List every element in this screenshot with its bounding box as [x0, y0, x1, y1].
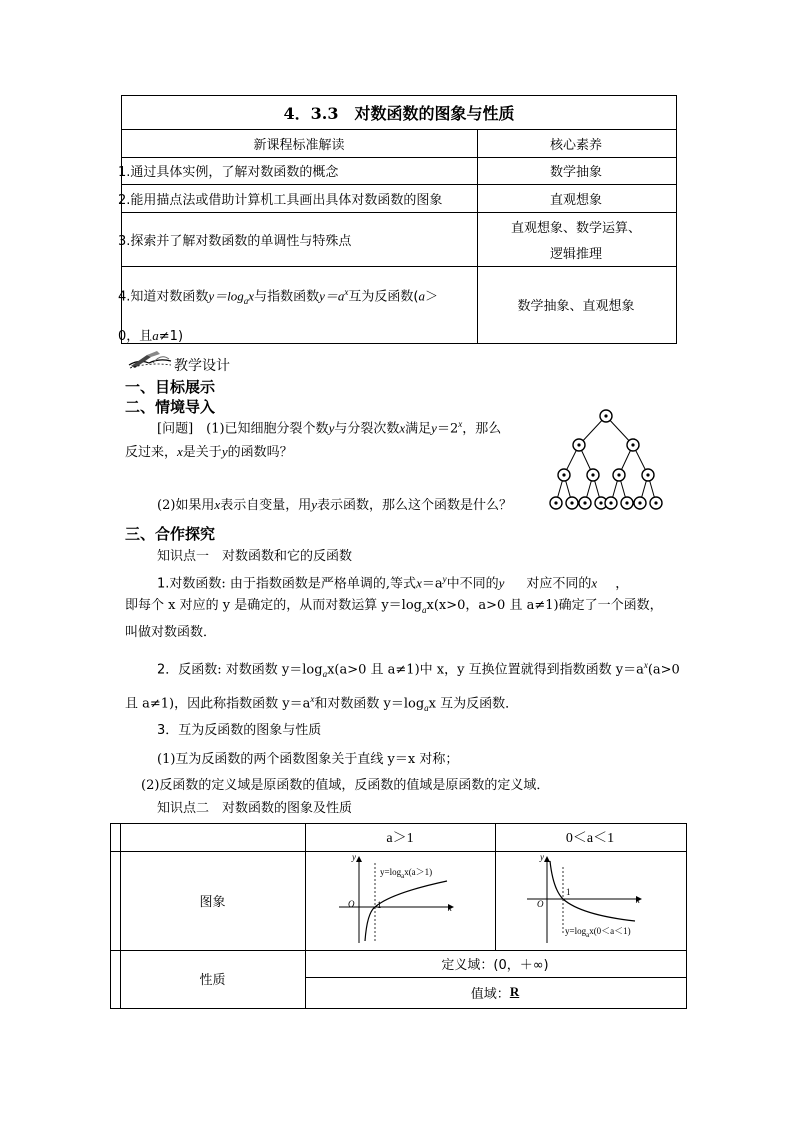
- range-text: 值域： R: [470, 984, 520, 1002]
- table-row: 3.探索并了解对数函数的单调性与特殊点: [118, 233, 352, 249]
- graph1-y-label: y: [352, 852, 356, 862]
- table-row: 4.知道对数函数$y=\log_ax$与指数函数$y=a^x$互为反函数(a＞ 0，且a≠1): [118, 287, 438, 344]
- table-header-standards: 新课程标准解读: [253, 137, 345, 153]
- teaching-design-label: 教学设计: [174, 358, 230, 374]
- table-header-literacy: 核心素养: [549, 137, 602, 153]
- graph1-x-label: x: [448, 903, 452, 913]
- table-cell-literacy: 直观想象、数学运算、 逻辑推理: [510, 221, 641, 262]
- table-cell-literacy: 数学抽象、直观想象: [517, 298, 635, 314]
- graph1-curve-label: $y=\log_ax(a>1)$: [380, 867, 433, 880]
- paragraph: 1.对数函数: 由于指数函数是严格单调的,等式$x=a^y$中不同的y 对应不同的x ，: [157, 574, 629, 592]
- knowledge-point-1-heading: 知识点一 对数函数和它的反函数: [157, 549, 353, 564]
- row-label-properties: 性质: [199, 973, 226, 988]
- pen-book-icon: [127, 347, 173, 371]
- graph2-x-label: x: [636, 895, 640, 905]
- knowledge-point-2-heading: 知识点二 对数函数的图象及性质: [157, 801, 353, 816]
- domain-text: 定义域：(0，＋∞): [441, 958, 549, 973]
- graph2-y-label: y: [540, 852, 544, 862]
- column-header-a-lt-1: 0＜a＜1: [565, 831, 615, 846]
- cell-division-diagram: [548, 405, 666, 511]
- row-label-graph: 图象: [199, 895, 226, 910]
- column-header-a-gt-1: a＞1: [386, 831, 414, 846]
- graph1-one-label: 1: [377, 900, 382, 910]
- table-row: 1.通过具体实例，了解对数函数的概念: [118, 165, 339, 180]
- paragraph: 3．互为反函数的图象与性质: [157, 723, 322, 738]
- paragraph: 2．反函数: 对数函数 $y=\log_ax(a>0$ 且 a≠1)中 x，y 互换位置就得到指数函数 $y=a^x(a>0$: [157, 660, 680, 679]
- graph2-curve-label: $y=\log_ax(0<a<1)$: [565, 926, 631, 939]
- table-cell-literacy: 数学抽象: [549, 165, 602, 180]
- paragraph: (1)互为反函数的两个函数图象关于直线 y＝x 对称；: [157, 752, 459, 767]
- intro-question-1-cont: 反过来，x是关于y的函数吗？: [125, 444, 293, 460]
- intro-question-1: [问题] (1)已知细胞分裂个数y与分裂次数x满足$y=2^x$，那么: [157, 419, 502, 437]
- section-heading: 一、目标展示: [125, 378, 216, 396]
- table-cell-literacy: 直观想象: [549, 192, 602, 208]
- paragraph: 且 a≠1)，因此称指数函数 $y=a^x$和对数函数 $y=\log_ax$ 互为反函数．: [125, 694, 519, 713]
- intro-question-2: (2)如果用x表示自变量，用y表示函数，那么这个函数是什么？: [157, 497, 513, 513]
- graph2-one-label: 1: [566, 887, 571, 897]
- section-heading: 二、情境导入: [125, 398, 216, 416]
- paragraph: 叫做对数函数．: [125, 625, 217, 640]
- graph2-origin-label: O: [537, 899, 544, 909]
- paragraph: (2)反函数的定义域是原函数的值域，反函数的值域是原函数的定义域．: [141, 778, 550, 793]
- paragraph: 即每个 x 对应的 y 是确定的，从而对数运算 $y=\log_ax(x>0$，a>0 且 a≠1)确定了一个函数，: [125, 598, 663, 615]
- page-title: 4．3.3 对数函数的图象与性质: [283, 103, 515, 123]
- table-row: 2.能用描点法或借助计算机工具画出具体对数函数的图象: [118, 192, 443, 208]
- graph1-origin-label: O: [348, 899, 355, 909]
- section-heading: 三、合作探究: [125, 525, 216, 543]
